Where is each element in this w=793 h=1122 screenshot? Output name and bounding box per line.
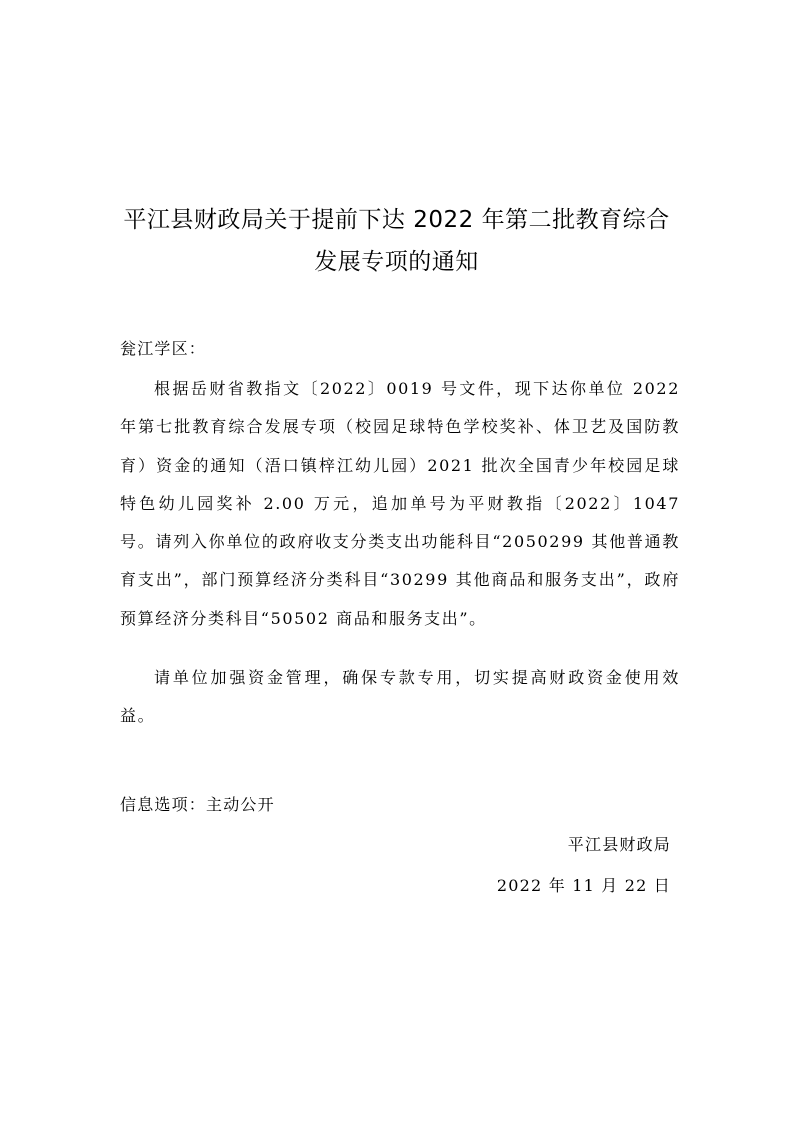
- issuer: 平江县财政局: [567, 835, 671, 854]
- addressee: 瓮江学区：: [120, 339, 207, 358]
- issue-date: 2022 年 11 月 22 日: [496, 876, 671, 895]
- document-title-line-2: 发展专项的通知: [314, 249, 479, 275]
- body-paragraph-1: 根据岳财省教指文〔2022〕0019 号文件，现下达你单位 2022 年第七批教育综合发展专项（校园足球特色学校奖补、体卫艺及国防教育）资金的通知（浯口镇梓江幼儿园）2021 批次全国青少年校园足球特色幼儿园奖补 2.00 万元，追加单号为平财教指〔2022〕1047 号。请列入你单位的政府收支分类支出功能科目“2050299 其他普通教育支出”，部门预算经济分类科目“30299 其他商品和服务支出”，政府预算经济分类科目“50502 商品和服务支出”。: [120, 379, 680, 628]
- document-title-line-1: 平江县财政局关于提前下达 2022 年第二批教育综合: [123, 207, 670, 233]
- body-paragraph-2: 请单位加强资金管理，确保专款专用，切实提高财政资金使用效益。: [120, 668, 680, 726]
- info-option: 信息选项：主动公开: [120, 795, 275, 814]
